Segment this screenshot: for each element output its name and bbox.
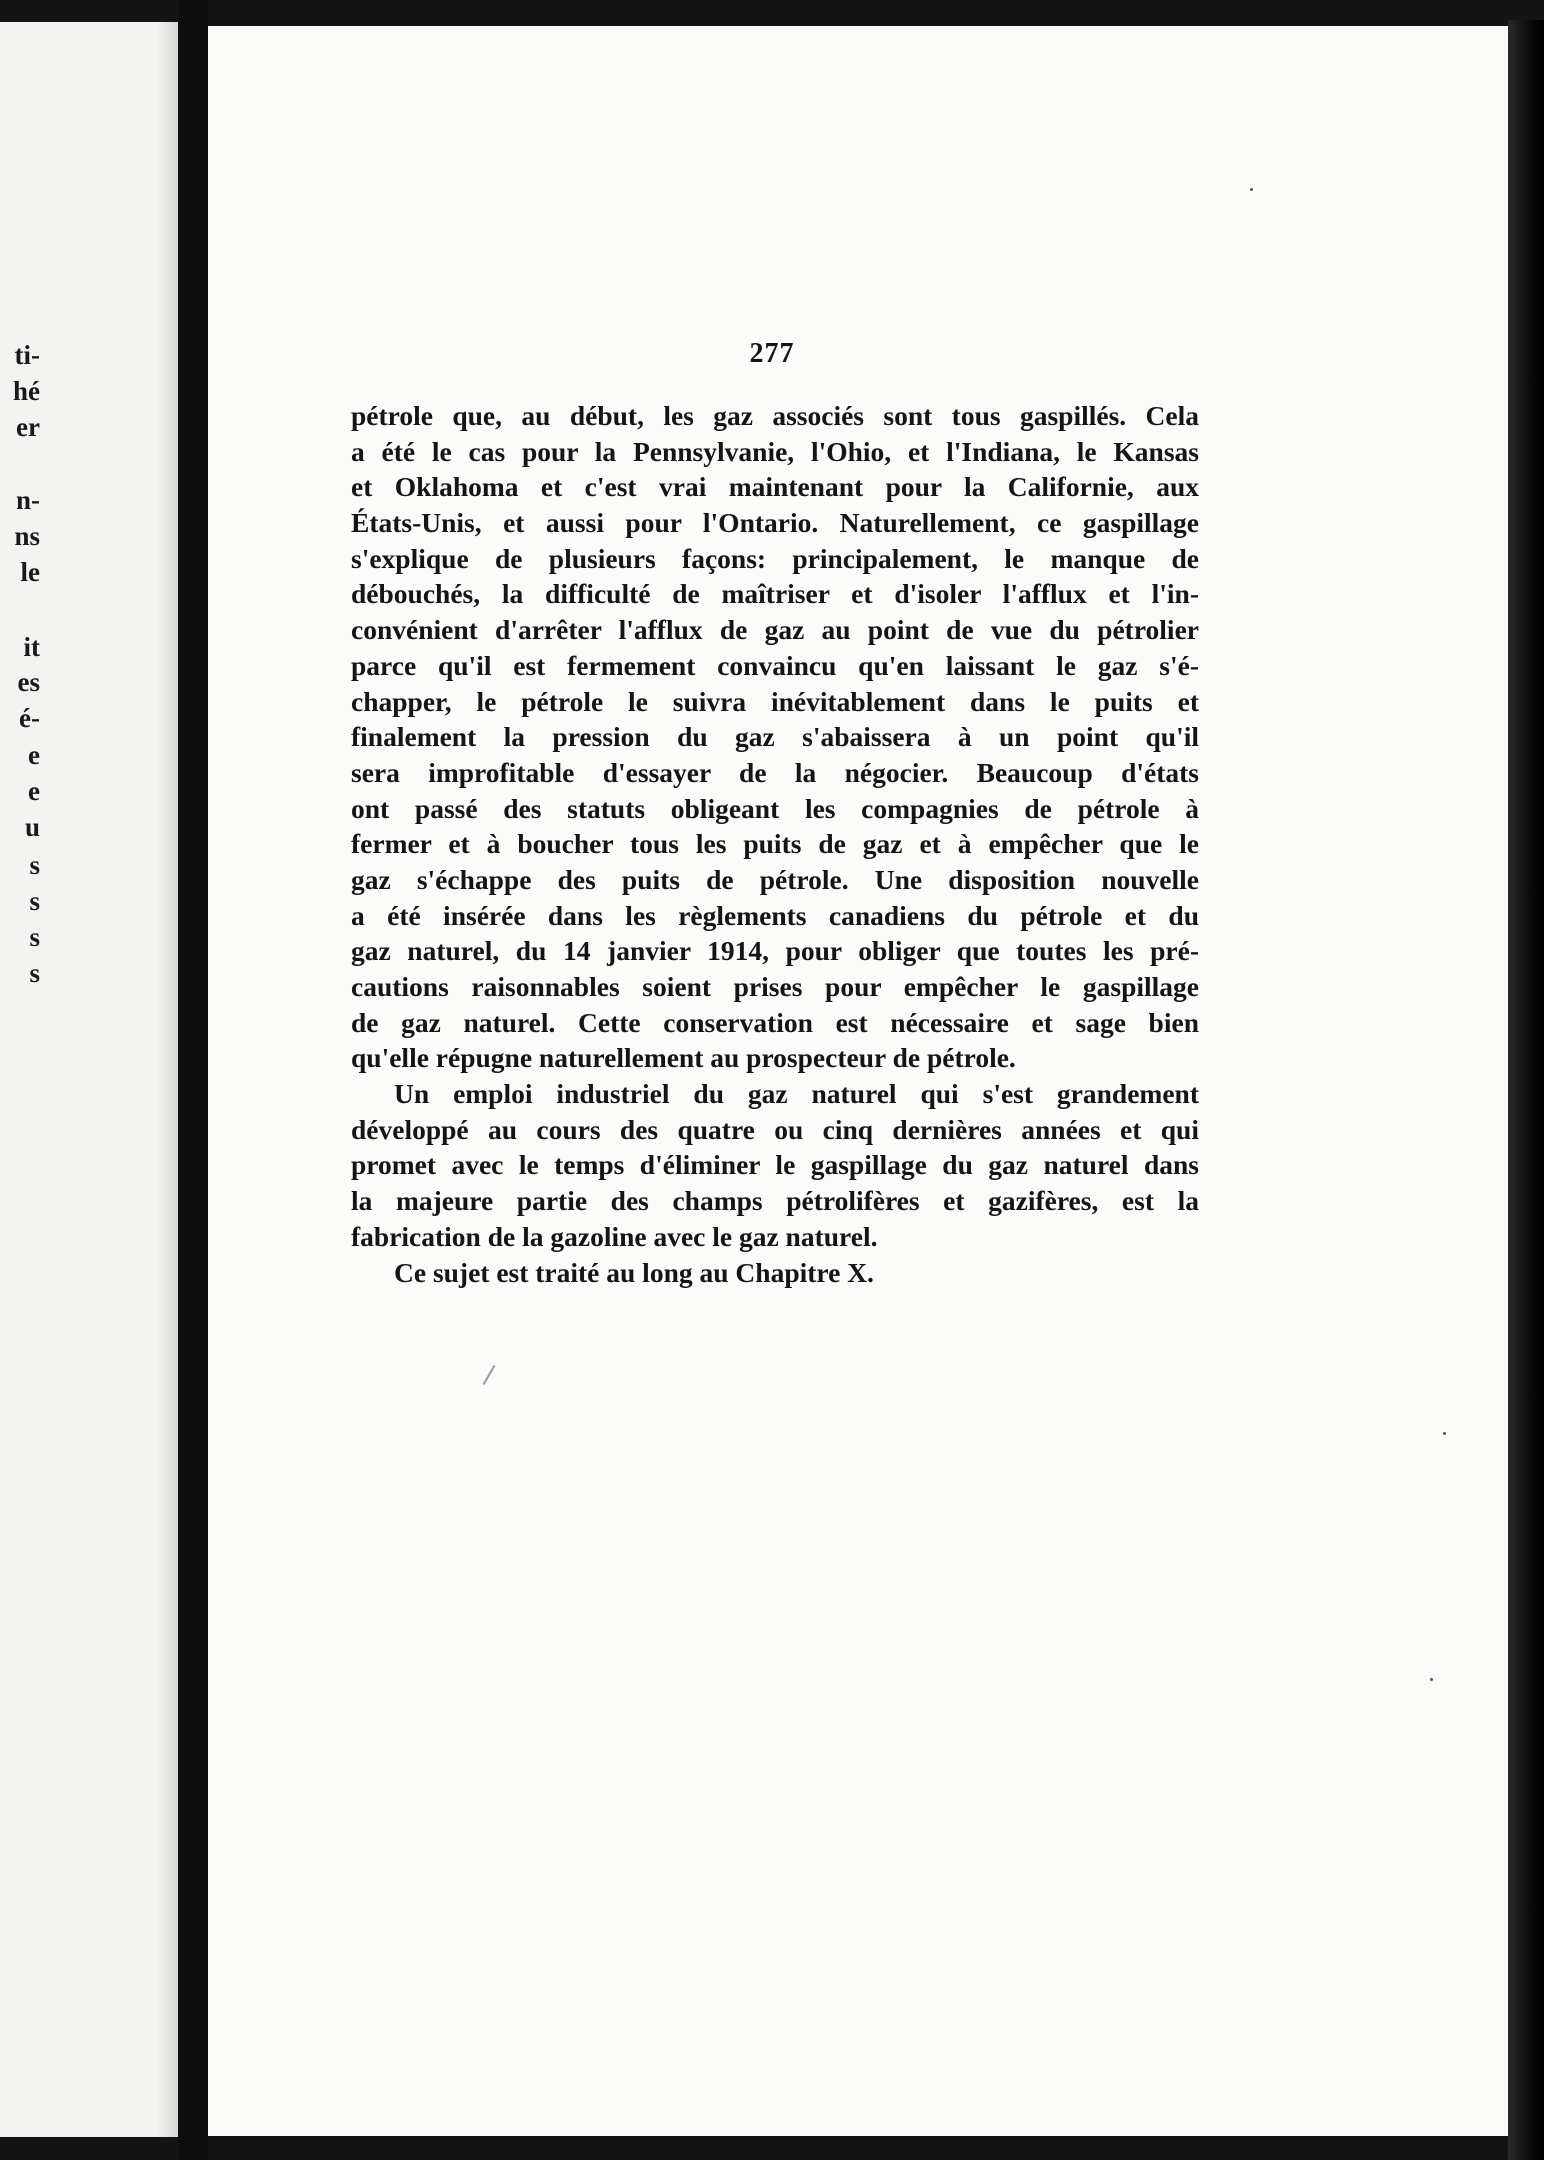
text-line: a été insérée dans les règlements canadiens du pétrole et du	[351, 899, 1199, 931]
previous-page-fragment: es	[17, 667, 40, 697]
text-line: développé au cours des quatre ou cinq dernières années et qui	[351, 1113, 1199, 1145]
previous-page-fragment: s	[29, 922, 40, 952]
previous-page-fragment: é-	[19, 703, 40, 733]
previous-page-fragment: it	[23, 632, 40, 662]
previous-page-fragment: s	[29, 958, 40, 988]
previous-page-fragment: hé	[13, 376, 40, 406]
text-line: fabrication de la gazoline avec le gaz naturel.	[351, 1220, 878, 1252]
text-line: qu'elle répugne naturellement au prospecteur de pétrole.	[351, 1042, 1016, 1074]
text-line: de gaz naturel. Cette conservation est nécessaire et sage bien	[351, 1006, 1199, 1038]
previous-page-fragment: ti-	[14, 340, 40, 370]
text-line: gaz s'échappe des puits de pétrole. Une disposition nouvelle	[351, 863, 1199, 895]
previous-page-fragment: e	[28, 776, 40, 806]
book-page	[208, 26, 1508, 2136]
body-text	[351, 398, 1199, 1290]
text-line: Un emploi industriel du gaz naturel qui s'est grandement	[394, 1078, 1199, 1110]
text-line: fermer et à boucher tous les puits de gaz et à empêcher que le	[351, 828, 1199, 860]
paper-speck	[1443, 1432, 1446, 1435]
paper-speck	[1250, 188, 1253, 191]
text-line: débouchés, la difficulté de maîtriser et d'isoler l'afflux et l'in-	[351, 578, 1199, 610]
text-line: a été le cas pour la Pennsylvanie, l'Ohio, et l'Indiana, le Kansas	[351, 435, 1199, 467]
text-line: pétrole que, au début, les gaz associés sont tous gaspillés. Cela	[351, 400, 1199, 431]
previous-page	[0, 22, 178, 2137]
previous-page-fragment: er	[16, 412, 40, 442]
text-line: convénient d'arrêter l'afflux de gaz au point de vue du pétrolier	[351, 614, 1199, 646]
page-number: 277	[749, 338, 795, 369]
text-line: gaz naturel, du 14 janvier 1914, pour obliger que toutes les pré-	[351, 935, 1199, 967]
text-line: États-Unis, et aussi pour l'Ontario. Naturellement, ce gaspillage	[351, 507, 1199, 539]
previous-page-fragment: ns	[14, 521, 40, 551]
previous-page-fragment: e	[28, 740, 40, 770]
previous-page-fragment: n-	[15, 485, 40, 515]
paper-speck	[1430, 1678, 1433, 1681]
previous-page-fragment: u	[24, 812, 40, 842]
book-gutter	[178, 0, 208, 2160]
text-line: parce qu'il est fermement convaincu qu'en laissant le gaz s'é-	[351, 649, 1199, 681]
page-edge-shadow	[156, 22, 178, 2137]
text-line: promet avec le temps d'éliminer le gaspillage du gaz naturel dans	[351, 1149, 1199, 1181]
text-line: finalement la pression du gaz s'abaissera à un point qu'il	[351, 721, 1199, 753]
page-right-rim	[1508, 20, 1544, 2160]
text-line: Ce sujet est traité au long au Chapitre X.	[394, 1256, 874, 1288]
text-line: ont passé des statuts obligeant les compagnies de pétrole à	[351, 792, 1199, 824]
text-line: chapper, le pétrole le suivra inévitablement dans le puits et	[351, 685, 1199, 717]
previous-page-fragment: s	[29, 850, 40, 880]
text-line: et Oklahoma et c'est vrai maintenant pour la Californie, aux	[351, 471, 1199, 503]
text-line: cautions raisonnables soient prises pour empêcher le gaspillage	[351, 971, 1199, 1002]
text-line: sera improfitable d'essayer de la négocier. Beaucoup d'états	[351, 756, 1199, 788]
paper-scratch	[483, 1365, 496, 1385]
text-line: s'explique de plusieurs façons: principalement, le manque de	[351, 542, 1199, 574]
previous-page-fragment: le	[20, 557, 40, 587]
text-line: la majeure partie des champs pétrolifères et gazifères, est la	[351, 1185, 1199, 1217]
previous-page-fragment: s	[29, 886, 40, 916]
